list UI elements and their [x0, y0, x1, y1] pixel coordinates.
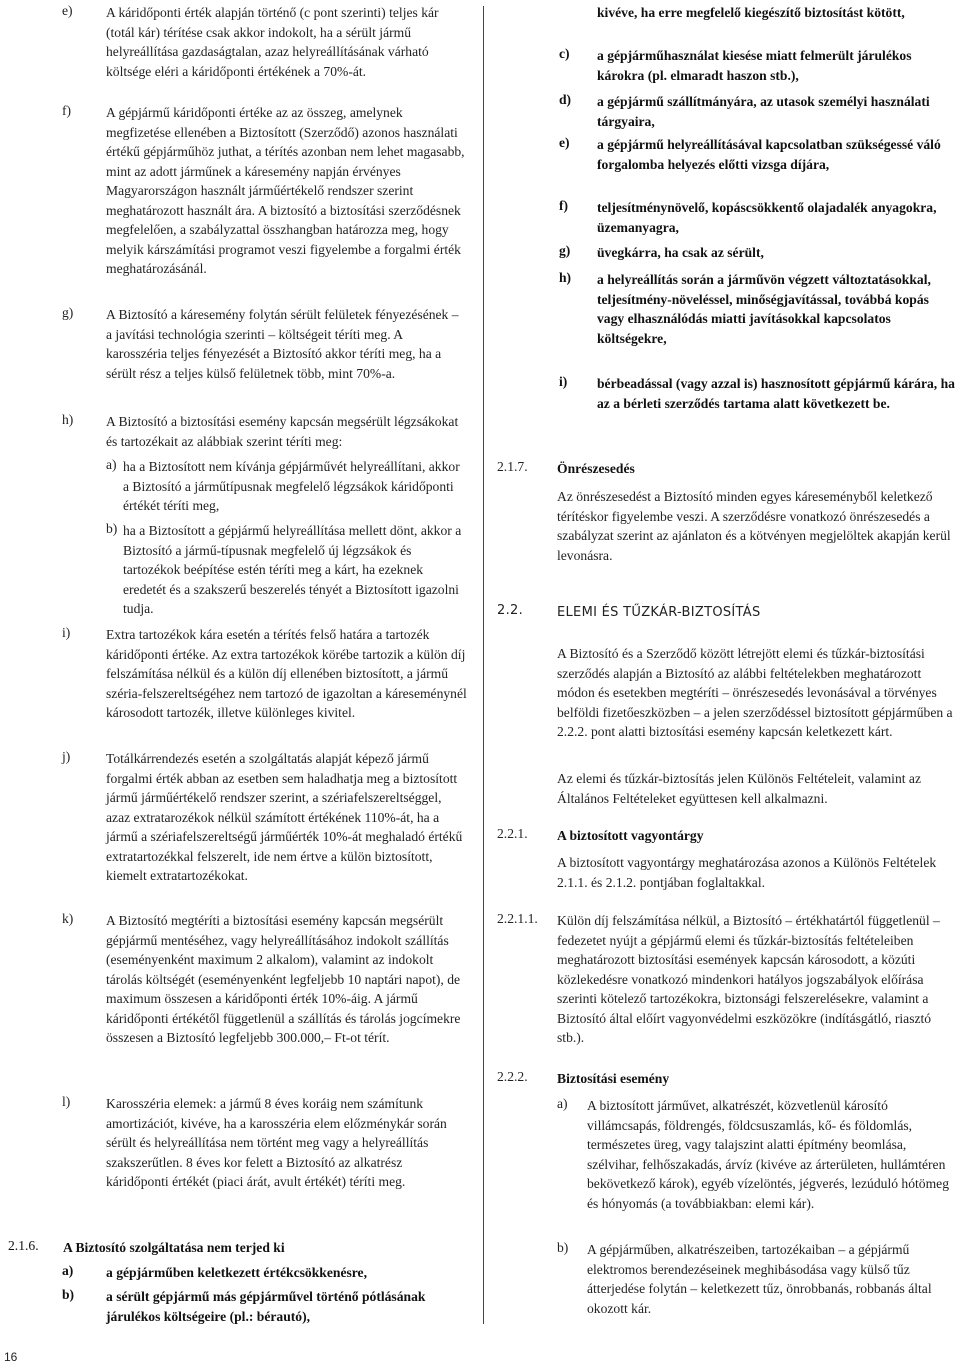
item-text: a gépjármű helyreállításával kapcsolatban szükségessé váló forgalomba helyezés előtti vizsga díjára,	[597, 137, 941, 172]
list-subitem-h-a	[106, 457, 468, 516]
item-text: A Biztosító megtéríti a biztosítási esemény kapcsán megsérült gépjármű mentéséhez, vagy helyreállításához indokolt szállítás (eseményenként maximum 2 alkalom), valamint az indokolt tárolás költségét (eseményenként legfeljebb 10 naptári napot), de maximum összesen a káridőponti érték 10%-áig. A jármű káridőponti értékétől függetlenül a szállítás és tárolás jogcímekre összesen a Biztosító legfeljebb 300.000,– Ft-ot térít.	[106, 913, 461, 1045]
item-text: Extra tartozékok kára esetén a térítés felső határa a tartozék káridőponti értéke. Az extra tartozékok körébe tartozik a külön díj felszámítása nélkül és a külön díj ellenében biztosított, a jármű széria-felszereltségéhez nem tartozó de igazoltan a káreseménynél károsodott tartozék, illetve különleges kivitel.	[106, 627, 467, 720]
list-item-c	[559, 46, 959, 85]
section-number: 2.2.	[497, 603, 524, 618]
section-title: A biztosított vagyontárgy	[557, 828, 704, 843]
section-title: A Biztosító szolgáltatása nem terjed ki	[63, 1240, 285, 1255]
section-2-1-7-text	[557, 487, 959, 565]
item-text: a gépjárműben keletkezett értékcsökkenésre,	[106, 1265, 367, 1280]
list-item-i	[62, 625, 467, 723]
list-item-e	[559, 135, 959, 174]
subitem-label: a)	[106, 457, 117, 472]
item-text: bérbeadással (vagy azzal is) hasznosított gépjármű kárára, ha az a bérleti szerződés tartama alatt következett be.	[597, 376, 955, 411]
list-item-2-2-2-a	[557, 1096, 960, 1213]
list-item-f	[559, 198, 959, 237]
item-text: A gépjárműben, alkatrészeiben, tartozékaiban – a gépjármű elektromos berendezéseinek meghibásodása vagy külső tűz átterjedése folytán – keletkezett tűz, önrobbanás, robbanás által okozott kár.	[587, 1242, 932, 1316]
item-label: c)	[559, 46, 570, 61]
item-text: A gépjármű káridőponti értéke az az összeg, amelynek megfizetése ellenében a Biztosított (Szerződő) azonos használati értékű gépjárműhöz juthat, a térítés azonban nem lehet magasabb, mint az adott járműnek a káresemény napján érvényes Magyarországon használt járműértékelő rendszer szerint meghatározott használt ára. A biztosító a biztosítási szerződésnek megfelelően, a szabályzattal összhangban határozza meg, hogy melyik kárszámítási programot veszi figyelembe a forgalmi érték meghatározásánál.	[106, 105, 465, 276]
item-text: A Biztosító a biztosítási esemény kapcsán megsérült légzsákokat és tartozékait az alábbiak szerint téríti meg:	[106, 414, 459, 449]
item-text: Totálkárrendezés esetén a szolgáltatás alapját képező jármű forgalmi érték abban az esetben sem haladhatja meg a biztosított jármű járműértékelő rendszer szerint, a szériafelszereltséggel, azaz extratarozékok nélkül számított értékének 110%-át, ha a jármű a szériafelszereltségű járműérték 10%-át meghaladó értékű extratartozékkal felszerelt, ide nem értve a külön biztosított, kiemelt extratartozékokat.	[106, 751, 463, 883]
item-text: A Biztosító a káresemény folytán sérült felületek fényezésének – a javítási technológia szerinti – költségeit téríti meg. A karosszéria teljes fényezését a Biztosító akkor téríti meg, ha a sérült rész a teljes külső felületnek több, mint 70%-a.	[106, 307, 459, 381]
item-label: b)	[62, 1287, 75, 1302]
list-item-2-1-6-a	[62, 1263, 468, 1283]
list-item-e	[62, 3, 465, 81]
item-label: i)	[559, 374, 568, 389]
item-label: h)	[559, 270, 572, 285]
item-label: l)	[62, 1094, 71, 1109]
item-text: a gépjármű szállítmányára, az utasok személyi használati tárgyaira,	[597, 94, 930, 129]
item-label: g)	[62, 305, 74, 320]
section-2-2-1-1	[497, 911, 959, 1048]
item-text: Karosszéria elemek: a jármű 8 éves koráig nem számítunk amortizációt, kivéve, ha a karosszéria elem előzménykár során sérült és helyreállítása nem történt meg vagy a helyreállítás szakszerűtlen. 8 éves kor felett a Biztosító az alkatrész káridőponti értékét (piaci árát, avult értékét) téríti meg.	[106, 1096, 447, 1189]
item-text: a sérült gépjármű más gépjárművel történő pótlásának járulékos költségeire (pl.: bérautó),	[106, 1289, 426, 1324]
list-item-f	[62, 103, 465, 279]
paragraph: A Biztosító és a Szerződő között létrejött elemi és tűzkár-biztosítási szerződés alapján a Biztosító az alábbi feltételekben meghatározott módon és esetekben megtéríti – önrészesedés levonásával a törvényes belföldi fizetőeszközben – a jelen szerződéssel biztosított gépjárműben a 2.2.2. pont alatti biztosítási esemény kapcsán keletkezett kárt.	[557, 646, 953, 739]
item-text: A káridőponti érték alapján történő (c pont szerinti) teljes kár (totál kár) térítése csak akkor indokolt, ha a sérült jármű helyreállítása gazdaságtalan, azaz helyreállításának várható költsége eléri a káridőponti értékének a 70%-át.	[106, 5, 439, 79]
item-text: üvegkárra, ha csak az sérült,	[597, 245, 764, 260]
list-item-g	[62, 305, 465, 383]
section-2-1-6	[8, 1238, 468, 1258]
list-subitem-h-b	[106, 521, 468, 619]
item-label: d)	[559, 92, 572, 107]
page-number: 16	[4, 1350, 18, 1364]
item-label: f)	[559, 198, 569, 213]
list-item-h	[559, 270, 959, 348]
section-2-2-1-text	[557, 853, 959, 892]
subitem-label: b)	[106, 521, 118, 536]
section-number: 2.1.6.	[8, 1238, 39, 1253]
section-2-2-p2	[557, 769, 959, 808]
list-item-2-2-2-b	[557, 1240, 960, 1318]
paragraph: Az önrészesedést a Biztosító minden egyes káreseményből keletkező térítéskor figyelembe veszi. A szerződésre vonatkozó önrészesedés a szabályzat szerint az ajánlaton és a kötvényen megjelöltek akapján kerül levonásra.	[557, 489, 951, 563]
item-label: k)	[62, 911, 74, 926]
item-label: e)	[559, 135, 570, 150]
item-label: a)	[62, 1263, 74, 1278]
section-number: 2.2.1.	[497, 826, 528, 841]
item-text: a gépjárműhasználat kiesése miatt felmerült járulékos károkra (pl. elmaradt haszon stb.),	[597, 48, 912, 83]
paragraph: Az elemi és tűzkár-biztosítás jelen Különös Feltételeit, valamint az Általános Feltételeket együttesen kell alkalmazni.	[557, 771, 921, 806]
item-text: a helyreállítás során a járművön végzett változtatásokkal, teljesítmény-növeléssel, minőségjavítással, továbbá kopás vagy elhasználódás miatti javításokkal kapcsolatos költségekre,	[597, 272, 931, 346]
list-item-2-1-6-b	[62, 1287, 468, 1326]
item-label: f)	[62, 103, 72, 118]
list-item-l	[62, 1094, 467, 1192]
item-label: i)	[62, 625, 71, 640]
list-item-j	[62, 749, 467, 886]
list-item-h	[62, 412, 467, 451]
paragraph: A biztosított vagyontárgy meghatározása azonos a Különös Feltételek 2.1.1. és 2.1.2. pontjában foglaltakkal.	[557, 855, 937, 890]
section-number: 2.2.1.1.	[497, 911, 538, 926]
item-text: teljesítménynövelő, kopáscsökkentő olajadalék anyagokra, üzemanyagra,	[597, 200, 937, 235]
section-title: Biztosítási esemény	[557, 1071, 670, 1086]
continuation-text: kivéve, ha erre megfelelő kiegészítő biztosítást kötött,	[597, 5, 905, 20]
list-item-g	[559, 243, 959, 263]
section-2-1-7	[497, 459, 957, 479]
item-label: j)	[62, 749, 71, 764]
section-number: 2.1.7.	[497, 459, 528, 474]
section-2-2-p1	[557, 644, 959, 742]
column-divider	[483, 6, 484, 1324]
section-2-2-2	[497, 1069, 957, 1089]
subitem-text: ha a Biztosított nem kívánja gépjárművét helyreállítani, akkor a Biztosító a járműtípusnak megfelelő légzsákok káridőponti értékét téríti meg,	[123, 459, 460, 513]
list-item-i	[559, 374, 959, 413]
item-label: a)	[557, 1096, 568, 1111]
item-label: e)	[62, 3, 73, 18]
section-2-2	[497, 603, 957, 622]
list-item-k	[62, 911, 467, 1048]
paragraph: Külön díj felszámítása nélkül, a Biztosító – értékhatártól függetlenül – fedezetet nyújt a gépjármű elemi és tűzkár-biztosítás feltételeiben meghatározott biztosítási események kapcsán károsodott, a közúti közlekedésre vonatkozó mindenkori hatályos jogszabályok előírása szerinti kötelező tartozékokra, biztonsági felszerelésekre, valamint a Biztosító által előírt vagyonvédelmi eszközökre (indításgátló, riasztó stb.).	[557, 913, 940, 1045]
section-number: 2.2.2.	[497, 1069, 528, 1084]
item-label: g)	[559, 243, 571, 258]
list-continuation	[597, 3, 957, 23]
item-label: b)	[557, 1240, 569, 1255]
subitem-text: ha a Biztosított a gépjármű helyreállítása mellett dönt, akkor a Biztosító a jármű-típusnak megfelelő új légzsákok és tartozékok beépítése estén téríti meg a kárt, ha ezeknek eredetét és a szakszerű beszerelés tényét a Biztosított igazolni tudja.	[123, 523, 462, 616]
list-item-d	[559, 92, 959, 131]
section-title: Önrészesedés	[557, 461, 635, 476]
section-title: ELEMI ÉS TŰZKÁR-BIZTOSÍTÁS	[557, 605, 761, 620]
item-text: A biztosított járművet, alkatrészét, közvetlenül károsító villámcsapás, földrengés, földcsuszamlás, kő- és földomlás, természetes üreg, vagy talajszint alatti építmény beomlása, szélvihar, felhőszakadás, árvíz (kivéve az árterületen, hullámtéren bekövetkező károk), egyéb vízelöntés, jégverés, lezúduló hótömeg és hónyomás (a továbbiakban: elemi kár).	[587, 1098, 949, 1211]
item-label: h)	[62, 412, 74, 427]
section-2-2-1	[497, 826, 957, 846]
